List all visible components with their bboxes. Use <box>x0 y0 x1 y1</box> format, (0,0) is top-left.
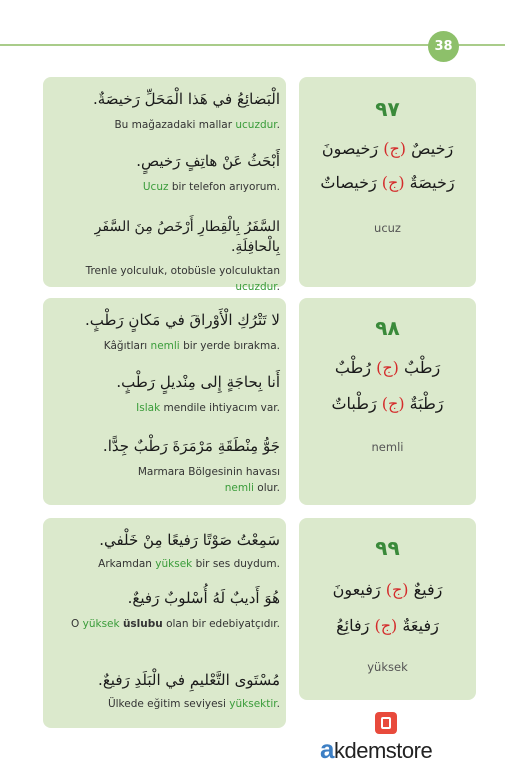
turkish-translation: O yüksek üslubu olan bir edebiyatçıdır. <box>71 618 280 630</box>
arabic-sentence: الْبَضائِعُ في هَذا الْمَحَلِّ رَخيصَةٌ. <box>92 90 280 108</box>
example-item <box>43 89 286 133</box>
example-item <box>43 310 286 354</box>
word-forms-feminine: رَخيصَةٌ (ج) رَخيصاتٌ <box>320 173 455 192</box>
word-forms-masculine: رَخيصٌ (ج) رَخيصونَ <box>321 139 454 158</box>
word-forms-feminine: رَطْبَةٌ (ج) رَطْباتٌ <box>331 394 444 413</box>
word-meaning: ucuz <box>374 221 401 235</box>
example-item <box>43 588 286 632</box>
turkish-translation: Marmara Bölgesinin havası nemli olur. <box>137 466 280 494</box>
plural-marker: (ج) <box>381 173 405 192</box>
arabic-sentence: أَبْحَثُ عَنْ هاتِفٍ رَخيصٍ. <box>136 152 280 170</box>
entry-number: ٩٩ <box>375 536 400 560</box>
example-item <box>43 436 286 496</box>
word-card-99 <box>299 518 476 700</box>
examples-card-99 <box>43 518 286 728</box>
example-item <box>43 372 286 416</box>
logo-text: akdemstore <box>320 734 433 764</box>
plural-marker: (ج) <box>381 394 405 413</box>
example-item <box>43 530 286 572</box>
entry-number: ٩٧ <box>375 97 400 121</box>
examples-card-97 <box>43 77 286 293</box>
entry-number: ٩٨ <box>375 316 400 340</box>
plural-marker: (ج) <box>383 139 407 158</box>
turkish-translation: Kâğıtları nemli bir yerde bırakma. <box>103 340 280 352</box>
turkish-translation: Ucuz bir telefon arıyorum. <box>142 181 280 193</box>
example-item <box>43 670 286 712</box>
examples-card-98 <box>43 298 286 505</box>
example-item <box>43 151 286 195</box>
book-icon <box>375 712 397 734</box>
arabic-sentence: جَوُّ مِنْطَقَةِ مَرْمَرَةَ رَطْبٌ جِدًّا. <box>102 437 280 455</box>
arabic-sentence: السَّفَرُ بِالْقِطارِ أَرْخَصُ مِنَ السَّفَرِ بِالْحافِلَةِ. <box>94 219 280 255</box>
arabic-sentence: لا تَتْرُكِ الْأَوْراقَ في مَكانٍ رَطْبٍ. <box>84 311 280 329</box>
word-meaning: nemli <box>371 440 404 454</box>
akdemstore-logo <box>320 712 460 762</box>
plural-marker: (ج) <box>376 358 399 377</box>
arabic-sentence: سَمِعْتُ صَوْتًا رَفيعًا مِنْ خَلْفي. <box>99 531 280 549</box>
turkish-translation: Bu mağazadaki mallar ucuzdur. <box>114 119 280 131</box>
word-card-98 <box>299 298 476 505</box>
plural-marker: (ج) <box>385 580 409 599</box>
word-forms-masculine: رَفيعٌ (ج) رَفيعونَ <box>332 580 443 599</box>
word-meaning: yüksek <box>367 660 408 674</box>
arabic-sentence: أَنا بِحاجَةٍ إِلى مِنْديلٍ رَطْبٍ. <box>116 373 280 391</box>
example-item <box>43 217 286 295</box>
word-forms-feminine: رَفيعَةٌ (ج) رَفائِعُ <box>336 616 439 635</box>
page-number-badge: 38 <box>428 31 459 62</box>
word-forms-masculine: رَطْبٌ (ج) رُطْبٌ <box>334 358 441 377</box>
plural-marker: (ج) <box>374 616 398 635</box>
arabic-sentence: هُوَ أَديبٌ لَهُ أُسْلوبٌ رَفيعٌ. <box>127 589 280 607</box>
turkish-translation: Trenle yolculuk, otobüsle yolculuktan ucuzdur. <box>85 265 280 293</box>
word-card-97 <box>299 77 476 287</box>
turkish-translation: Arkamdan yüksek bir ses duydum. <box>98 558 280 570</box>
turkish-translation: Ülkede eğitim seviyesi yüksektir. <box>107 698 280 710</box>
turkish-translation: Islak mendile ihtiyacım var. <box>136 402 280 414</box>
arabic-sentence: مُسْتَوى التَّعْليمِ في الْبَلَدِ رَفيعٌ. <box>98 671 280 689</box>
